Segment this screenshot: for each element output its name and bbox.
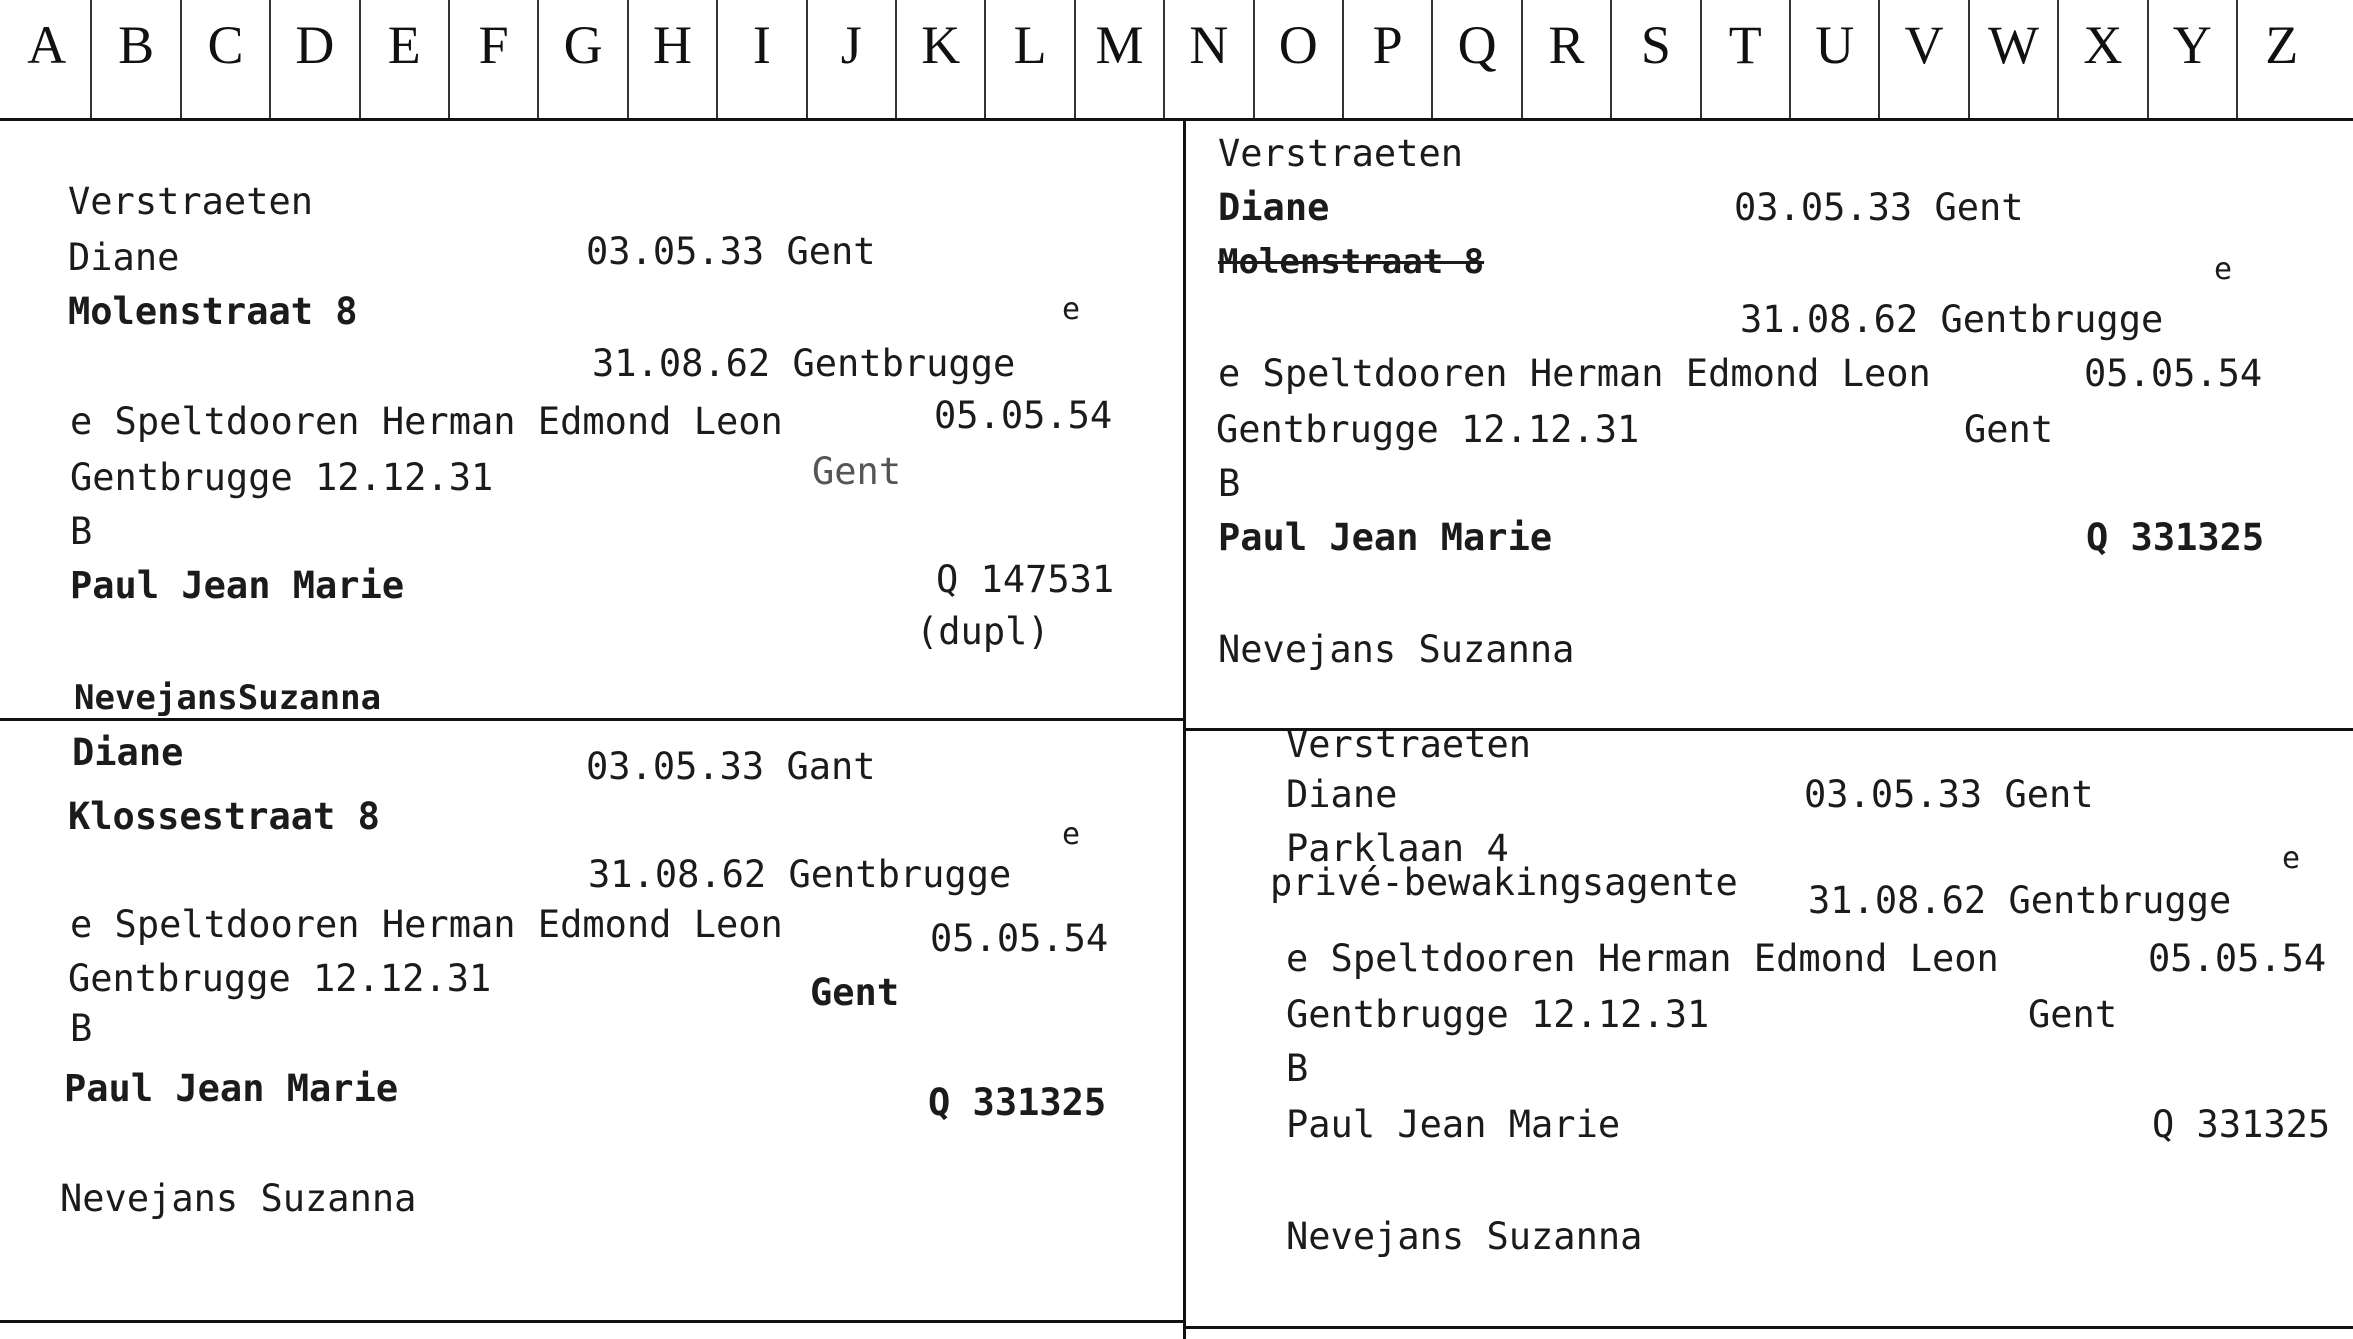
index-letter-h: H xyxy=(652,15,692,75)
index-divider xyxy=(716,0,718,118)
birth-date-place: 03.05.33 Gent xyxy=(1804,773,2094,816)
index-letter-l: L xyxy=(1013,15,1047,75)
spouse-place: Gent xyxy=(812,450,902,493)
first-name: Diane xyxy=(68,236,180,279)
index-divider xyxy=(448,0,450,118)
index-letter-e: E xyxy=(387,15,421,75)
card-bottom-edge-left xyxy=(0,1320,1185,1323)
index-divider xyxy=(1342,0,1344,118)
surname: Verstraeten xyxy=(68,180,314,223)
index-letter-k: K xyxy=(921,15,961,75)
index-letter-a: A xyxy=(27,15,67,75)
index-letter-j: J xyxy=(840,15,862,75)
index-letter-t: T xyxy=(1728,15,1762,75)
record-card-top-left xyxy=(0,120,1183,718)
reference-number: Q 331325 xyxy=(2152,1103,2331,1146)
marriage-date-place: 31.08.62 Gentbrugge xyxy=(1740,298,2164,341)
index-divider xyxy=(1878,0,1880,118)
marker-e: e xyxy=(2214,252,2233,287)
index-divider xyxy=(180,0,182,118)
birth-date-place: 03.05.33 Gent xyxy=(1734,186,2024,229)
index-letter-i: I xyxy=(752,15,771,75)
address: Molenstraat 8 xyxy=(68,290,358,333)
marker-e: e xyxy=(2282,841,2301,876)
address: Parklaan 4 xyxy=(1286,827,1509,870)
card-bottom-edge-right xyxy=(1185,1326,2353,1329)
index-letter-s: S xyxy=(1640,15,1671,75)
index-letter-g: G xyxy=(563,15,603,75)
child-names: Paul Jean Marie xyxy=(1286,1103,1621,1146)
spouse-birth: Gentbrugge 12.12.31 xyxy=(1286,993,1710,1036)
child-names: Paul Jean Marie xyxy=(70,564,405,607)
surname: Verstraeten xyxy=(1218,132,1464,175)
spouse-date: 05.05.54 xyxy=(2084,352,2263,395)
index-letter-u: U xyxy=(1815,15,1855,75)
index-divider xyxy=(1074,0,1076,118)
letter-b: B xyxy=(70,1007,93,1050)
surname: Verstraeten xyxy=(1286,731,1532,766)
spouse-name: e Speltdooren Herman Edmond Leon xyxy=(70,903,783,946)
index-letter-v: V xyxy=(1904,15,1944,75)
index-letter-m: M xyxy=(1095,15,1144,75)
letter-b: B xyxy=(1286,1047,1309,1090)
child-names: Paul Jean Marie xyxy=(64,1067,399,1110)
mother-name: NevejansSuzanna xyxy=(74,678,382,718)
mother-name: Nevejans Suzanna xyxy=(60,1177,417,1220)
spouse-place: Gent xyxy=(1964,408,2054,451)
marriage-date-place: 31.08.62 Gentbrugge xyxy=(1808,879,2232,922)
reference-number: Q 331325 xyxy=(928,1081,1107,1124)
index-divider xyxy=(1610,0,1612,118)
index-divider xyxy=(1163,0,1165,118)
marker-e: e xyxy=(1062,292,1081,327)
index-letter-b: B xyxy=(118,15,155,75)
index-divider xyxy=(1789,0,1791,118)
birth-date-place: 03.05.33 Gent xyxy=(586,230,876,273)
mother-name: Nevejans Suzanna xyxy=(1286,1215,1643,1258)
reference-number: Q 331325 xyxy=(2086,516,2265,559)
spouse-name: e Speltdooren Herman Edmond Leon xyxy=(70,400,783,443)
index-divider xyxy=(2147,0,2149,118)
alphabet-index-bar xyxy=(0,0,2353,121)
index-divider xyxy=(359,0,361,118)
marriage-date-place: 31.08.62 Gentbrugge xyxy=(588,853,1012,896)
index-divider xyxy=(627,0,629,118)
index-divider xyxy=(1968,0,1970,118)
index-divider xyxy=(269,0,271,118)
index-divider xyxy=(806,0,808,118)
record-card-bottom-right xyxy=(1186,731,2353,1325)
index-divider xyxy=(984,0,986,118)
spouse-date: 05.05.54 xyxy=(934,394,1113,437)
spouse-birth: Gentbrugge 12.12.31 xyxy=(68,957,492,1000)
index-divider xyxy=(537,0,539,118)
index-letter-f: F xyxy=(478,15,509,75)
address: Klossestraat 8 xyxy=(68,795,380,838)
record-card-bottom-left xyxy=(0,721,1183,1319)
index-letter-q: Q xyxy=(1457,15,1497,75)
index-letter-d: D xyxy=(295,15,335,75)
index-divider xyxy=(1431,0,1433,118)
index-letter-p: P xyxy=(1372,15,1403,75)
spouse-date: 05.05.54 xyxy=(2148,937,2327,980)
reference-number: Q 147531 xyxy=(936,558,1115,601)
index-letter-y: Y xyxy=(2172,15,2212,75)
index-divider xyxy=(1253,0,1255,118)
spouse-place: Gent xyxy=(2028,993,2118,1036)
birth-date-place: 03.05.33 Gant xyxy=(586,745,876,788)
letter-b: B xyxy=(1218,462,1241,505)
duplicate-note: (dupl) xyxy=(916,610,1050,653)
index-letter-w: W xyxy=(1988,15,2039,75)
index-divider xyxy=(2236,0,2238,118)
index-divider xyxy=(895,0,897,118)
index-letter-r: R xyxy=(1548,15,1585,75)
index-divider xyxy=(2057,0,2059,118)
marriage-date-place: 31.08.62 Gentbrugge xyxy=(592,342,1016,385)
marker-e: e xyxy=(1062,817,1081,852)
index-letter-z: Z xyxy=(2265,15,2299,75)
letter-b: B xyxy=(70,510,93,553)
index-letter-c: C xyxy=(207,15,244,75)
index-letter-x: X xyxy=(2083,15,2123,75)
occupation: privé-bewakingsagente xyxy=(1270,861,1738,904)
spouse-name: e Speltdooren Herman Edmond Leon xyxy=(1218,352,1931,395)
first-name: Diane xyxy=(72,731,184,774)
spouse-birth: Gentbrugge 12.12.31 xyxy=(70,456,494,499)
spouse-date: 05.05.54 xyxy=(930,917,1109,960)
spouse-place: Gent xyxy=(810,971,900,1014)
address-struck-through: Molenstraat 8 xyxy=(1218,242,1485,282)
mother-name: Nevejans Suzanna xyxy=(1218,628,1575,671)
child-names: Paul Jean Marie xyxy=(1218,516,1553,559)
spouse-name: e Speltdooren Herman Edmond Leon xyxy=(1286,937,1999,980)
first-name: Diane xyxy=(1286,773,1398,816)
index-divider xyxy=(1521,0,1523,118)
record-card-top-right xyxy=(1186,120,2353,728)
spouse-birth: Gentbrugge 12.12.31 xyxy=(1216,408,1640,451)
index-divider xyxy=(1700,0,1702,118)
first-name: Diane xyxy=(1218,186,1330,229)
index-letter-n: N xyxy=(1189,15,1229,75)
index-letter-o: O xyxy=(1278,15,1318,75)
index-divider xyxy=(90,0,92,118)
